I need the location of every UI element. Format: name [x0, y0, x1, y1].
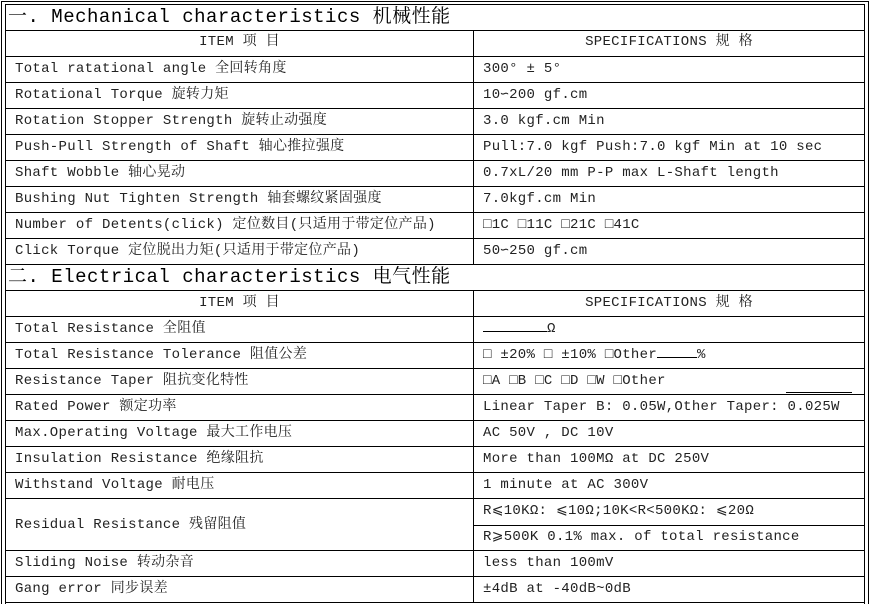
tolerance-checkboxes[interactable]: □ ±20% □ ±10% □Other: [483, 347, 658, 363]
spec-value: 10∽200 gf.cm: [483, 87, 588, 103]
table-header-row: [6, 30, 864, 57]
table-row: [6, 187, 864, 213]
column-header-item: ITEM 项 目: [199, 34, 280, 50]
spec-value: AC 50V , DC 10V: [483, 425, 614, 441]
column-header-item: ITEM 项 目: [199, 295, 280, 311]
item-label: Rated Power 额定功率: [15, 399, 177, 415]
table-row: [6, 369, 864, 395]
spec-subrow: [474, 525, 864, 551]
spec-value: R⩾500K 0.1% max. of total resistance: [483, 529, 800, 545]
item-label: Resistance Taper 阻抗变化特性: [15, 373, 249, 389]
spec-value: [483, 317, 556, 342]
percent-unit: %: [697, 347, 706, 363]
table-row: [6, 577, 864, 603]
item-label: Shaft Wobble 轴心晃动: [15, 165, 186, 181]
table-header-row: [6, 291, 864, 317]
spec-value: ±4dB at -40dB~0dB: [483, 581, 631, 597]
item-label: Gang error 同步误差: [15, 581, 168, 597]
column-header-specifications: SPECIFICATIONS 规 格: [585, 295, 753, 311]
spec-value: Linear Taper B: 0.05W,Other Taper: 0.025W: [483, 399, 840, 415]
column-header-specifications: SPECIFICATIONS 规 格: [585, 34, 753, 50]
spec-value: R⩽10KΩ: ⩽10Ω;10K<R<500KΩ: ⩽20Ω: [483, 503, 755, 519]
item-label: Total ratational angle 全回转角度: [15, 61, 287, 77]
resistance-blank-field[interactable]: [483, 319, 547, 332]
table-row: [6, 317, 864, 343]
spec-value: 300° ± 5°: [483, 61, 562, 77]
item-label: Withstand Voltage 耐电压: [15, 477, 215, 493]
table-row: [6, 57, 864, 83]
taper-other-blank[interactable]: [786, 380, 852, 393]
table-row: [6, 135, 864, 161]
spec-value: 0.7xL/20 mm P-P max L-Shaft length: [483, 165, 779, 181]
section-title: 二. Electrical characteristics 电气性能: [8, 266, 451, 288]
spec-subrow: [474, 499, 864, 526]
item-label: Sliding Noise 转动杂音: [15, 555, 195, 571]
table-row: [6, 421, 864, 447]
table-row: [6, 343, 864, 369]
table-row: [6, 239, 864, 265]
table-row: [6, 499, 864, 551]
table-row: [6, 161, 864, 187]
item-label: Total Resistance 全阻值: [15, 321, 206, 337]
taper-checkboxes[interactable]: □A □B □C □D □W □Other: [483, 373, 666, 389]
ohm-unit: Ω: [547, 321, 556, 337]
spec-value: 1 minute at AC 300V: [483, 477, 649, 493]
item-label: Total Resistance Tolerance 阻值公差: [15, 347, 308, 363]
item-label: Rotation Stopper Strength 旋转止动强度: [15, 113, 328, 129]
item-label: Click Torque 定位脱出力矩(只适用于带定位产品): [15, 243, 361, 259]
table-row: [6, 83, 864, 109]
section-title: 一. Mechanical characteristics 机械性能: [8, 6, 451, 28]
table-row: [6, 551, 864, 577]
spec-value: 7.0kgf.cm Min: [483, 191, 597, 207]
item-label: Residual Resistance 残留阻值: [15, 517, 247, 533]
item-label: Push-Pull Strength of Shaft 轴心推拉强度: [15, 139, 345, 155]
spec-value: 3.0 kgf.cm Min: [483, 113, 605, 129]
section-header-mechanical: [6, 5, 864, 31]
item-label: Rotational Torque 旋转力矩: [15, 87, 229, 103]
spec-value: More than 100MΩ at DC 250V: [483, 451, 710, 467]
spec-table: [5, 4, 865, 604]
table-row: [6, 109, 864, 135]
spec-value: less than 100mV: [483, 555, 614, 571]
item-label: Max.Operating Voltage 最大工作电压: [15, 425, 293, 441]
spec-value: 50∽250 gf.cm: [483, 243, 588, 259]
section-header-electrical: [6, 265, 864, 291]
detent-checkboxes[interactable]: □1C □11C □21C □41C: [483, 217, 640, 233]
table-row: [6, 447, 864, 473]
table-row: [6, 213, 864, 239]
item-label: Bushing Nut Tighten Strength 轴套螺纹紧固强度: [15, 191, 382, 207]
tolerance-other-blank[interactable]: [657, 345, 697, 358]
item-label: Insulation Resistance 绝缘阻抗: [15, 451, 264, 467]
spec-value: Pull:7.0 kgf Push:7.0 kgf Min at 10 sec: [483, 139, 823, 155]
table-row: [6, 395, 864, 421]
item-label: Number of Detents(click) 定位数目(只适用于带定位产品): [15, 217, 436, 233]
spec-value: [483, 343, 706, 368]
table-row: [6, 473, 864, 499]
